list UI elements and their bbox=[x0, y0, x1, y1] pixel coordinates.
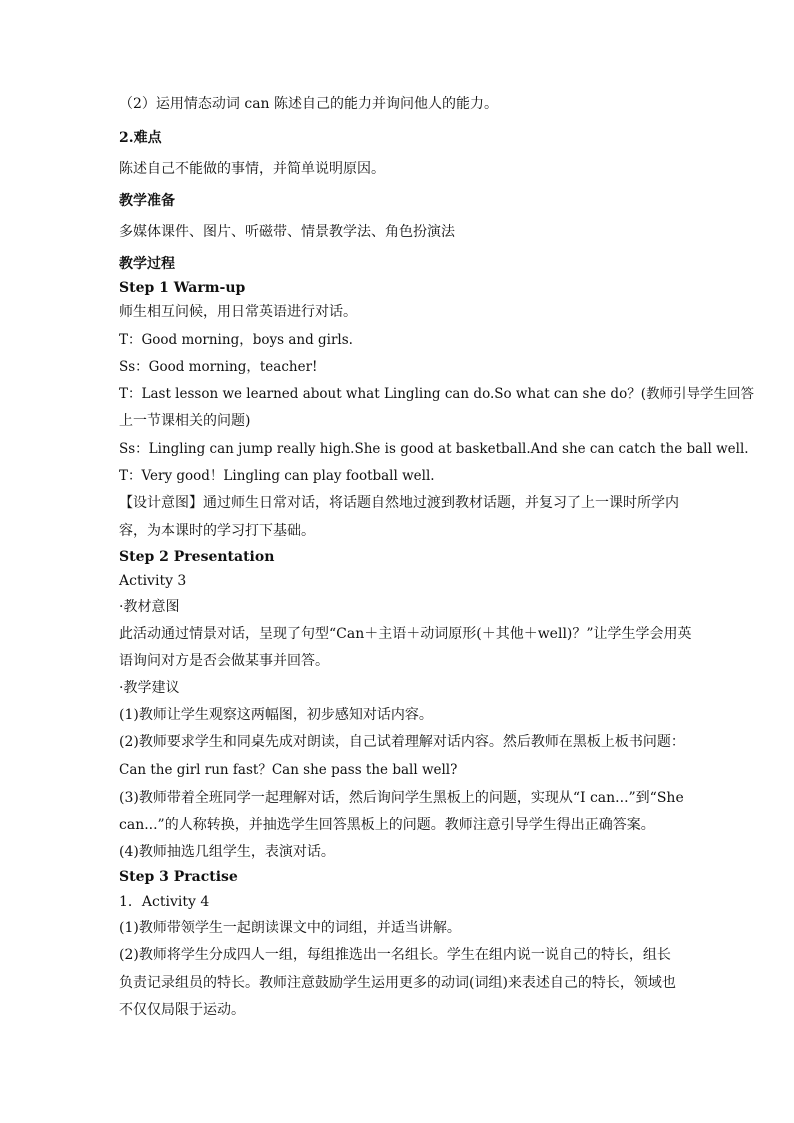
section-heading-difficulty: 2.难点 bbox=[119, 130, 162, 146]
step-1-heading: Step 1 Warm-up bbox=[119, 280, 246, 296]
design-intent-text: 容，为本课时的学习打下基础。 bbox=[119, 523, 315, 539]
section-heading-preparation: 教学准备 bbox=[119, 193, 175, 209]
step-2-heading: Step 2 Presentation bbox=[119, 549, 275, 565]
dialogue-line: Ss：Lingling can jump really high.She is good at basketball.And she can catch the ball well. bbox=[119, 441, 749, 457]
subheading-textbook-intent: ·教材意图 bbox=[119, 599, 180, 615]
objective-2-text: （2）运用情态动词 can 陈述自己的能力并询问他人的能力。 bbox=[119, 96, 499, 112]
step-3-heading: Step 3 Practise bbox=[119, 869, 238, 885]
paragraph-line: 负责记录组员的特长。教师注意鼓励学生运用更多的动词(词组)来表述自己的特长，领域也 bbox=[119, 975, 676, 991]
paragraph-line: (1)教师让学生观察这两幅图，初步感知对话内容。 bbox=[119, 707, 433, 723]
design-intent-text: 【设计意图】通过师生日常对话，将话题自然地过渡到教材话题，并复习了上一课时所学内 bbox=[119, 495, 679, 511]
dialogue-line: T：Last lesson we learned about what Lingling can do.So what can she do？(教师引导学生回答 bbox=[119, 386, 754, 402]
difficulty-text: 陈述自己不能做的事情，并简单说明原因。 bbox=[119, 161, 385, 177]
paragraph-line: (2)教师要求学生和同桌先成对朗读，自己试着理解对话内容。然后教师在黑板上板书问题： bbox=[119, 734, 685, 750]
paragraph-line: (3)教师带着全班同学一起理解对话，然后询问学生黑板上的问题，实现从“I can...”到“She bbox=[119, 790, 684, 806]
section-heading-process: 教学过程 bbox=[119, 256, 175, 272]
dialogue-line: T：Good morning，boys and girls. bbox=[119, 332, 353, 348]
paragraph-line: (2)教师将学生分成四人一组，每组推选出一名组长。学生在组内说一说自己的特长，组长 bbox=[119, 947, 671, 963]
activity-3-label: Activity 3 bbox=[119, 573, 187, 589]
activity-4-label: 1．Activity 4 bbox=[119, 894, 210, 910]
paragraph-line: can...”的人称转换，并抽选学生回答黑板上的问题。教师注意引导学生得出正确答案。 bbox=[119, 817, 655, 833]
paragraph-line: 语询问对方是否会做某事并回答。 bbox=[119, 653, 329, 669]
dialogue-line: T：Very good！Lingling can play football well. bbox=[119, 468, 435, 484]
paragraph-line: 上一节课相关的问题) bbox=[119, 413, 251, 429]
paragraph-line: Can the girl run fast？Can she pass the ball well? bbox=[119, 762, 458, 778]
subheading-teaching-advice: ·教学建议 bbox=[119, 680, 180, 696]
dialogue-line: Ss：Good morning，teacher! bbox=[119, 359, 318, 375]
paragraph-line: (1)教师带领学生一起朗读课文中的词组，并适当讲解。 bbox=[119, 920, 461, 936]
preparation-text: 多媒体课件、图片、听磁带、情景教学法、角色扮演法 bbox=[119, 224, 455, 240]
paragraph-line: 师生相互问候，用日常英语进行对话。 bbox=[119, 304, 357, 320]
paragraph-line: (4)教师抽选几组学生，表演对话。 bbox=[119, 844, 335, 860]
paragraph-line: 此活动通过情景对话，呈现了句型“Can＋主语＋动词原形(＋其他＋well)？”让学生学会用英 bbox=[119, 626, 692, 642]
paragraph-line: 不仅仅局限于运动。 bbox=[119, 1002, 245, 1018]
